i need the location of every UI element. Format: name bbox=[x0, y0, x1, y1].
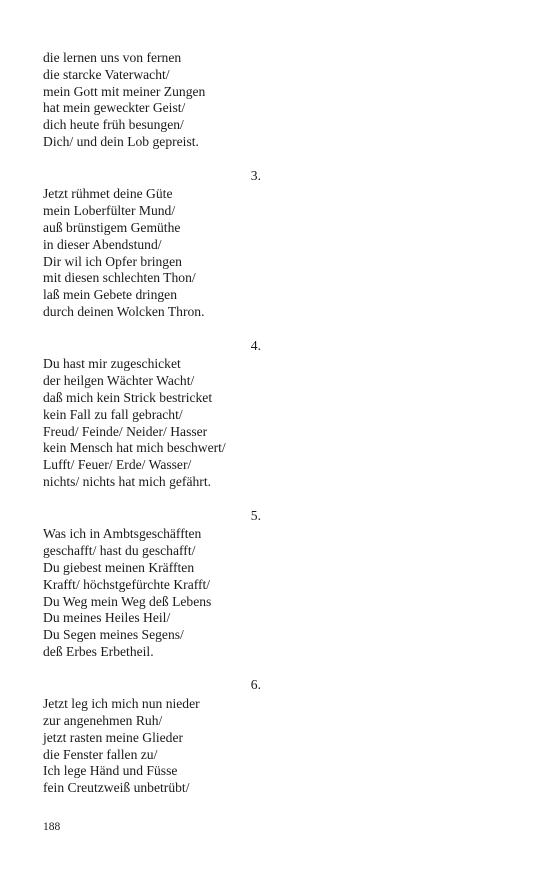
verse-line: fein Creutzweiß unbetrübt/ bbox=[43, 780, 190, 796]
stanza-continuation bbox=[43, 50, 303, 151]
verse-line: mein Loberfülter Mund/ bbox=[43, 203, 176, 219]
verse-line: Du hast mir zugeschicket bbox=[43, 356, 181, 372]
verse-line: durch deinen Wolcken Thron. bbox=[43, 303, 205, 319]
verse-line: Dich/ und dein Lob gepreist. bbox=[43, 133, 199, 149]
stanza-number: 3. bbox=[250, 167, 261, 183]
verse-line: Jetzt leg ich mich nun nieder bbox=[43, 696, 200, 712]
verse-line: in dieser Abendstund/ bbox=[43, 236, 162, 252]
verse-line: die lernen uns von fernen bbox=[43, 50, 182, 65]
verse-line: Du Segen meines Segens/ bbox=[43, 627, 184, 643]
stanza-5 bbox=[43, 508, 303, 661]
verse-line: Du Weg mein Weg deß Lebens bbox=[43, 593, 212, 609]
verse-line: die Fenster fallen zu/ bbox=[43, 746, 158, 762]
poem-body bbox=[43, 50, 303, 797]
verse-line: daß mich kein Strick bestricket bbox=[43, 389, 213, 405]
stanza-number: 4. bbox=[250, 337, 261, 353]
verse-line: Du giebest meinen Kräfften bbox=[43, 559, 195, 575]
verse-line: die starcke Vaterwacht/ bbox=[43, 66, 170, 82]
verse-line: dich heute früh besungen/ bbox=[43, 117, 184, 133]
verse-line: kein Fall zu fall gebracht/ bbox=[43, 406, 183, 422]
verse-line: geschafft/ hast du geschafft/ bbox=[43, 543, 196, 559]
verse-line: kein Mensch hat mich beschwert/ bbox=[43, 440, 226, 456]
verse-line: Krafft/ höchstgefürchte Krafft/ bbox=[43, 576, 211, 592]
page-number: 188 bbox=[43, 821, 61, 833]
verse-line: Ich lege Händ und Füsse bbox=[43, 763, 178, 779]
verse-line: Du meines Heiles Heil/ bbox=[43, 610, 171, 626]
stanza-3 bbox=[43, 168, 303, 321]
verse-line: der heilgen Wächter Wacht/ bbox=[43, 373, 195, 389]
verse-line: mit diesen schlechten Thon/ bbox=[43, 270, 196, 286]
verse-line: nichts/ nichts hat mich gefährt. bbox=[43, 473, 211, 489]
verse-line: zur angenehmen Ruh/ bbox=[43, 713, 163, 729]
verse-line: Freud/ Feinde/ Neider/ Hasser bbox=[43, 423, 208, 439]
verse-line: deß Erbes Erbetheil. bbox=[43, 643, 154, 659]
verse-line: Lufft/ Feuer/ Erde/ Wasser/ bbox=[43, 457, 192, 473]
verse-line: laß mein Gebete dringen bbox=[43, 287, 177, 303]
stanza-number: 6. bbox=[250, 677, 261, 693]
verse-line: auß brünstigem Gemüthe bbox=[43, 219, 181, 235]
stanza-6 bbox=[43, 677, 303, 797]
stanza-number: 5. bbox=[250, 507, 261, 523]
verse-line: mein Gott mit meiner Zungen bbox=[43, 83, 206, 99]
verse-line: Was ich in Ambtsgeschäfften bbox=[43, 526, 202, 542]
stanza-4 bbox=[43, 338, 303, 491]
verse-line: hat mein geweckter Geist/ bbox=[43, 100, 186, 116]
verse-line: jetzt rasten meine Glieder bbox=[43, 729, 184, 745]
verse-line: Jetzt rühmet deine Güte bbox=[43, 186, 173, 202]
verse-line: Dir wil ich Opfer bringen bbox=[43, 253, 182, 269]
